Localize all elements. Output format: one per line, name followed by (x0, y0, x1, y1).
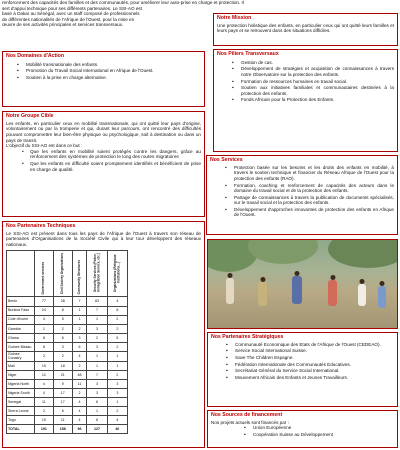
list-item: ▪ Fonds Africain pour la Protection des Enfants. (229, 97, 394, 103)
children-photo (207, 239, 398, 329)
table-cell: 1 (107, 398, 127, 407)
table-row (7, 389, 128, 398)
intro-line: basé à Dakar au Sénégal, avec un staff composé de professionnels (2, 11, 140, 17)
list-item: ▪ Formation, coaching et renforcement de capacités des acteurs dans le domaine du travail social et de la protection des enfants. (222, 183, 394, 194)
table-country-cell: Senegal (7, 398, 35, 407)
table-cell: 28 (53, 297, 72, 306)
table-country-cell: Ghana (7, 333, 35, 342)
table-cell: 77 (35, 297, 54, 306)
table-cell: 191 (35, 425, 54, 434)
list-item: ▪ Union Européenne (241, 425, 394, 431)
table-cell: 21 (53, 370, 72, 379)
table-header: Security Services (Police, Immigration Service, etc.) (87, 250, 107, 297)
table-cell: 96 (72, 425, 87, 434)
mission-text: Une protection holistique des enfants, en particulier ceux qui ont quitté leurs familles et leurs pays et se retrouvent dans des situations difficiles. (217, 22, 394, 34)
table-row (7, 351, 128, 361)
table-cell: 17 (53, 389, 72, 398)
table-cell: 4 (107, 297, 127, 306)
strategiques-box (207, 332, 398, 407)
table-cell: 3 (87, 324, 107, 333)
table-cell: 1 (107, 361, 127, 370)
table-header (7, 250, 35, 297)
mission-title: Notre Mission (217, 15, 252, 21)
financement-title: Nos Sources de financement (211, 412, 283, 418)
list-item: ▪ Service Social International Suisse. (223, 348, 394, 354)
domaines-list (6, 62, 201, 81)
list-item: ▪ Développement d'approches innovantes de protection des enfants en Afrique de l'Ouest. (222, 207, 394, 218)
table-cell: 1 (87, 361, 107, 370)
table-cell: 3 (87, 379, 107, 388)
table-cell: 8 (107, 306, 127, 315)
table-header: Government services (35, 250, 54, 297)
table-row (7, 407, 128, 416)
table-cell: 11 (72, 379, 87, 388)
table-country-cell: Nigeria North (7, 379, 35, 388)
table-cell: 8 (35, 342, 54, 351)
list-item: • Que les enfants en mobilité soient protégés contre les dangers, grâce au renforcement des systèmes de protection le long des routes migratoires (22, 149, 201, 160)
domaines-box (2, 51, 205, 107)
table-country-cell: Cote d'Ivoire (7, 315, 35, 324)
cible-list (6, 149, 201, 173)
intro-line: œuvre de ses activités principales et services transversaux. (2, 22, 124, 28)
table-row (7, 342, 128, 351)
table-cell: 8 (53, 306, 72, 315)
piliers-title: Nos Piliers Transversaux (217, 51, 279, 57)
table-country-cell: Sierra Leone (7, 407, 35, 416)
table-cell: 1 (35, 324, 54, 333)
list-item: ▪ Communauté Economique des Etats de l'Afrique de l'Ouest (CEDEAO). (223, 342, 394, 348)
table-cell: 4 (35, 389, 54, 398)
table-cell: 127 (87, 425, 107, 434)
table-row (7, 324, 128, 333)
table-row (7, 306, 128, 315)
table-cell: 2 (72, 324, 87, 333)
table-cell: 2 (72, 389, 87, 398)
table-cell: 6 (72, 342, 87, 351)
table-cell: 4 (72, 407, 87, 416)
table-country-cell: Nigeria South (7, 389, 35, 398)
table-cell: 3 (53, 342, 72, 351)
table-cell: 1 (87, 315, 107, 324)
financement-lead: Nos projets actuels sont financés par : (211, 419, 289, 425)
table-cell: 1 (87, 407, 107, 416)
table-cell: 1 (72, 306, 87, 315)
table-cell: 15 (35, 361, 54, 370)
table-row (7, 297, 128, 306)
services-box (206, 155, 398, 235)
table-row (7, 315, 128, 324)
table-cell: 3 (72, 333, 87, 342)
piliers-list (217, 60, 394, 103)
table-country-cell: Togo (7, 416, 35, 425)
table-cell: 2 (107, 370, 127, 379)
intro-line: sert d'appui technique pour ses différents partenaires. Le SSI-AO est (2, 5, 142, 11)
table-cell: 48 (72, 370, 87, 379)
table-cell: 5 (53, 315, 72, 324)
table-cell: 6 (87, 398, 107, 407)
list-item: • Que les enfants en difficulté soient promptement identifiés et bénéficient de prise en charge de qualité. (22, 161, 201, 172)
table-cell: 5 (107, 333, 127, 342)
list-item: ▪ Coopération Suisse au Développement (241, 432, 394, 438)
table-cell: 3 (107, 389, 127, 398)
table-cell: 2 (72, 361, 87, 370)
mission-box (213, 13, 398, 46)
table-cell: 12 (35, 370, 54, 379)
list-item: ▪ Secrétariat Général du Service Social International. (223, 368, 394, 374)
table-header: Civil Society Organizations (53, 250, 72, 297)
financement-list (211, 425, 394, 437)
cible-lead: L'objectif du SSI-AO est dans ce but : (6, 143, 83, 149)
table-cell: 9 (53, 379, 72, 388)
cible-box (2, 111, 205, 217)
table-cell: 4 (35, 315, 54, 324)
table-cell: 2 (107, 324, 127, 333)
table-cell: 2 (53, 351, 72, 361)
list-item: ▪ Mouvement Africain des Enfants et Jeunes Travailleurs. (223, 375, 394, 381)
techniques-text: Le SSI-AO est présent dans tous les pays de l'Afrique de l'Ouest à travers son réseau de partenaires d'Organisations de la Société Civile qui à leur tour développent des réseaux nationaux. (6, 230, 201, 247)
table-cell: 4 (72, 351, 87, 361)
techniques-box (2, 221, 205, 448)
list-item: ▪ Promotion du Travail Social International en Afrique de l'Ouest. (14, 68, 201, 74)
table-cell: 7 (87, 306, 107, 315)
cible-text: Les enfants, en particulier ceux en mobilité transnationale, qui ont quitté leur pays d'origine, volontairement ou par la tromperie et qui, durant leur parcours, ont rencontré des difficultés pouvant compromettre leur bien-être physique ou psychologique, soit à destination ou dans un pays de transit. (6, 120, 201, 143)
list-item: ▪ Partage de connaissances à travers la publication de documents spécialisés, sur le travail social et la protection des enfants. (222, 195, 394, 206)
table-country-cell: Guinee Conakry (7, 351, 35, 361)
table-cell: 83 (87, 297, 107, 306)
table-cell: 11 (53, 416, 72, 425)
table-cell: 4 (107, 416, 127, 425)
table-cell: 4 (35, 379, 54, 388)
table-cell: 4 (72, 416, 87, 425)
table-header: Community Structures (72, 250, 87, 297)
list-item: ▪ Mobilité transnationale des enfants. (14, 62, 201, 68)
list-item: ▪ Fédération Internationale des Communautés Educatives. (223, 362, 394, 368)
table-cell: 2 (35, 351, 54, 361)
list-item: ▪ Soutien à la prise en charge alternative. (14, 75, 201, 81)
table-cell: 1 (72, 315, 87, 324)
table-cell: 7 (87, 370, 107, 379)
table-cell: 4 (72, 398, 87, 407)
services-title: Nos Services (210, 157, 243, 163)
table-country-cell: Niger (7, 370, 35, 379)
table-header: Organizations (Religious Institutions...) (107, 250, 127, 297)
list-item: ▪ Formation de ressources humaines en travail social. (229, 79, 394, 85)
table-country-cell: Gambia (7, 324, 35, 333)
table-cell: 2 (53, 324, 72, 333)
financement-box (207, 410, 398, 448)
list-item: ▪ Protection basée sur les besoins et les droits des enfants en mobilité, à travers le soutien technique et financier du Réseau Afrique de l'Ouest pour la protection des enfants (RAO). (222, 165, 394, 182)
table-cell: 17 (53, 398, 72, 407)
table-row (7, 361, 128, 370)
table-cell: 11 (35, 398, 54, 407)
table-row (7, 398, 128, 407)
table-cell: 6 (87, 416, 107, 425)
table-cell: 19 (35, 416, 54, 425)
table-cell: 24 (35, 306, 54, 315)
table-cell: 6 (53, 333, 72, 342)
table-cell: 1 (87, 351, 107, 361)
photo-scene (208, 240, 397, 328)
intro-line: de différentes nationalités de l'Afrique de l'Ouest, pour la mise en (2, 16, 135, 22)
table-cell: 3 (87, 342, 107, 351)
list-item: ▪ Soutien aux initiatives familiales et communautaires destinées à la protection des enfants. (229, 85, 394, 96)
intro-line: renforcement des capacités des familles et des communautés, pour améliorer leur auto-prise en charge et protection. Il (2, 0, 244, 5)
table-country-cell: TOTAL (7, 425, 35, 434)
table-cell: 3 (87, 389, 107, 398)
table-cell: 18 (53, 361, 72, 370)
piliers-box (213, 49, 398, 152)
table-cell: 1 (107, 351, 127, 361)
table-row (7, 333, 128, 342)
table-header-row (7, 250, 128, 297)
table-cell: 3 (107, 379, 127, 388)
list-item: ▪ Gestion de cas. (229, 60, 394, 66)
table-row (7, 379, 128, 388)
table-cell: 2 (107, 342, 127, 351)
table-cell: 2 (107, 407, 127, 416)
table-cell: 158 (53, 425, 72, 434)
services-list (210, 165, 394, 218)
table-cell: 2 (35, 407, 54, 416)
techniques-title: Nos Partenaires Techniques (6, 223, 76, 229)
table-cell: 2 (107, 315, 127, 324)
table-country-cell: Guinee Bissau (7, 342, 35, 351)
table-country-cell: Benin (7, 297, 35, 306)
table-country-cell: Burkina Faso (7, 306, 35, 315)
table-cell: 8 (35, 333, 54, 342)
list-item: ▪ Développement de stratégies et acquisition de connaissances à travers notre Observatoire sur la protection des enfants. (229, 66, 394, 77)
table-cell: 7 (72, 297, 87, 306)
table-total-row (7, 425, 128, 434)
table-cell: 6 (53, 407, 72, 416)
partners-table (6, 250, 128, 435)
table-row (7, 370, 128, 379)
list-item: ▪ Save The Children Espagne. (223, 355, 394, 361)
strategiques-title: Nos Partenaires Stratégiques (211, 334, 284, 340)
strategiques-list (211, 342, 394, 381)
table-cell: 40 (107, 425, 127, 434)
table-row (7, 416, 128, 425)
cible-title: Notre Groupe Cible (6, 113, 54, 119)
table-cell: 2 (87, 333, 107, 342)
domaines-title: Nos Domaines d'Action (6, 53, 65, 59)
table-country-cell: Mali (7, 361, 35, 370)
